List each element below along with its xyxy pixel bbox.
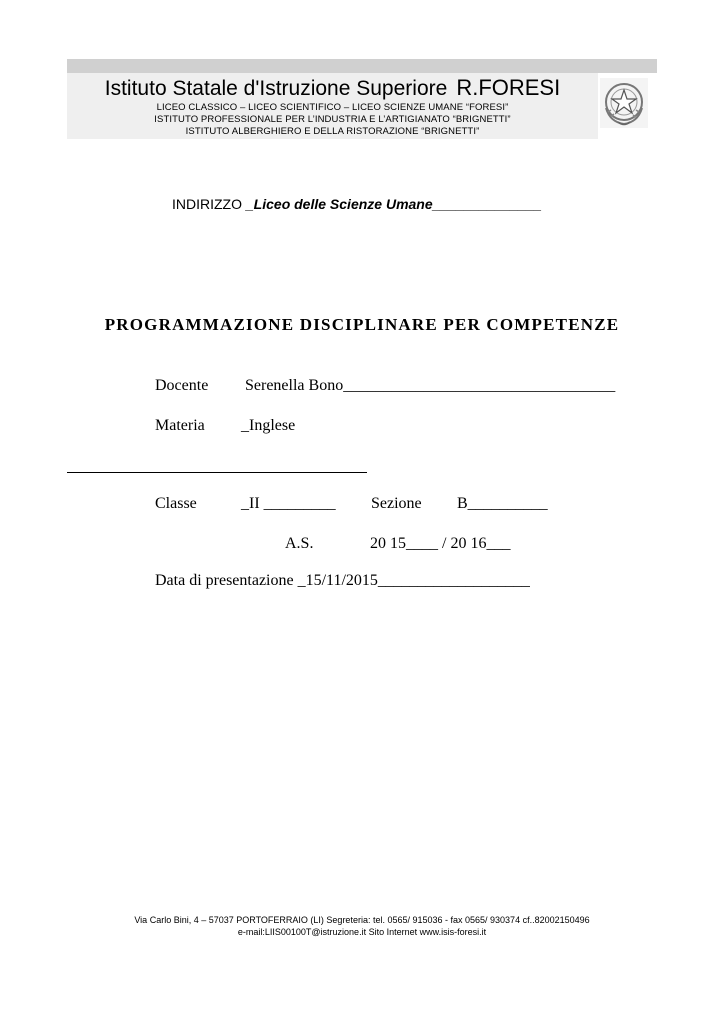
footer-address: Via Carlo Bini, 4 – 57037 PORTOFERRAIO (LI) Segreteria: tel. 0565/ 915036 - fax 0565/ 930374 cf..82002150496 [134, 915, 590, 925]
school-title [67, 75, 598, 101]
school-header [67, 73, 598, 139]
italian-republic-emblem-icon [600, 78, 648, 128]
indirizzo-label: INDIRIZZO [172, 196, 246, 212]
school-title-text: Istituto Statale d'Istruzione Superiore [104, 77, 448, 100]
docente-value: Serenella Bono__________________________________ [245, 377, 616, 394]
school-title-name: R.FORESI [456, 75, 561, 100]
header-top-strip [67, 59, 657, 73]
indirizzo-value: _Liceo delle Scienze Umane______________ [245, 196, 542, 212]
materia-label: Materia [155, 417, 205, 434]
indirizzo-line [172, 196, 542, 212]
footer-contacts: e-mail:LIIS00100T@istruzione.it Sito Internet www.isis-foresi.it [237, 927, 487, 937]
data-presentazione: Data di presentazione _15/11/2015___________________ [155, 572, 530, 589]
classe-value: _II _________ [241, 495, 336, 512]
anno-scolastico-value: 20 15____ / 20 16___ [370, 535, 511, 552]
school-line-3: ISTITUTO ALBERGHIERO E DELLA RISTORAZIONE “BRIGNETTI” [185, 126, 480, 137]
anno-scolastico-label: A.S. [285, 535, 314, 552]
school-line-2: ISTITUTO PROFESSIONALE PER L’INDUSTRIA E L’ARTIGIANATO “BRIGNETTI” [154, 114, 511, 125]
school-line-1: LICEO CLASSICO – LICEO SCIENTIFICO – LICEO SCIENZE UMANE “FORESI” [156, 102, 509, 113]
materia-value: _Inglese [241, 417, 296, 434]
sezione-label: Sezione [371, 495, 422, 512]
page-title: PROGRAMMAZIONE DISCIPLINARE PER COMPETENZE [104, 315, 620, 334]
docente-label: Docente [155, 377, 209, 394]
divider-line [67, 472, 367, 473]
sezione-value: B__________ [457, 495, 548, 512]
classe-label: Classe [155, 495, 197, 512]
